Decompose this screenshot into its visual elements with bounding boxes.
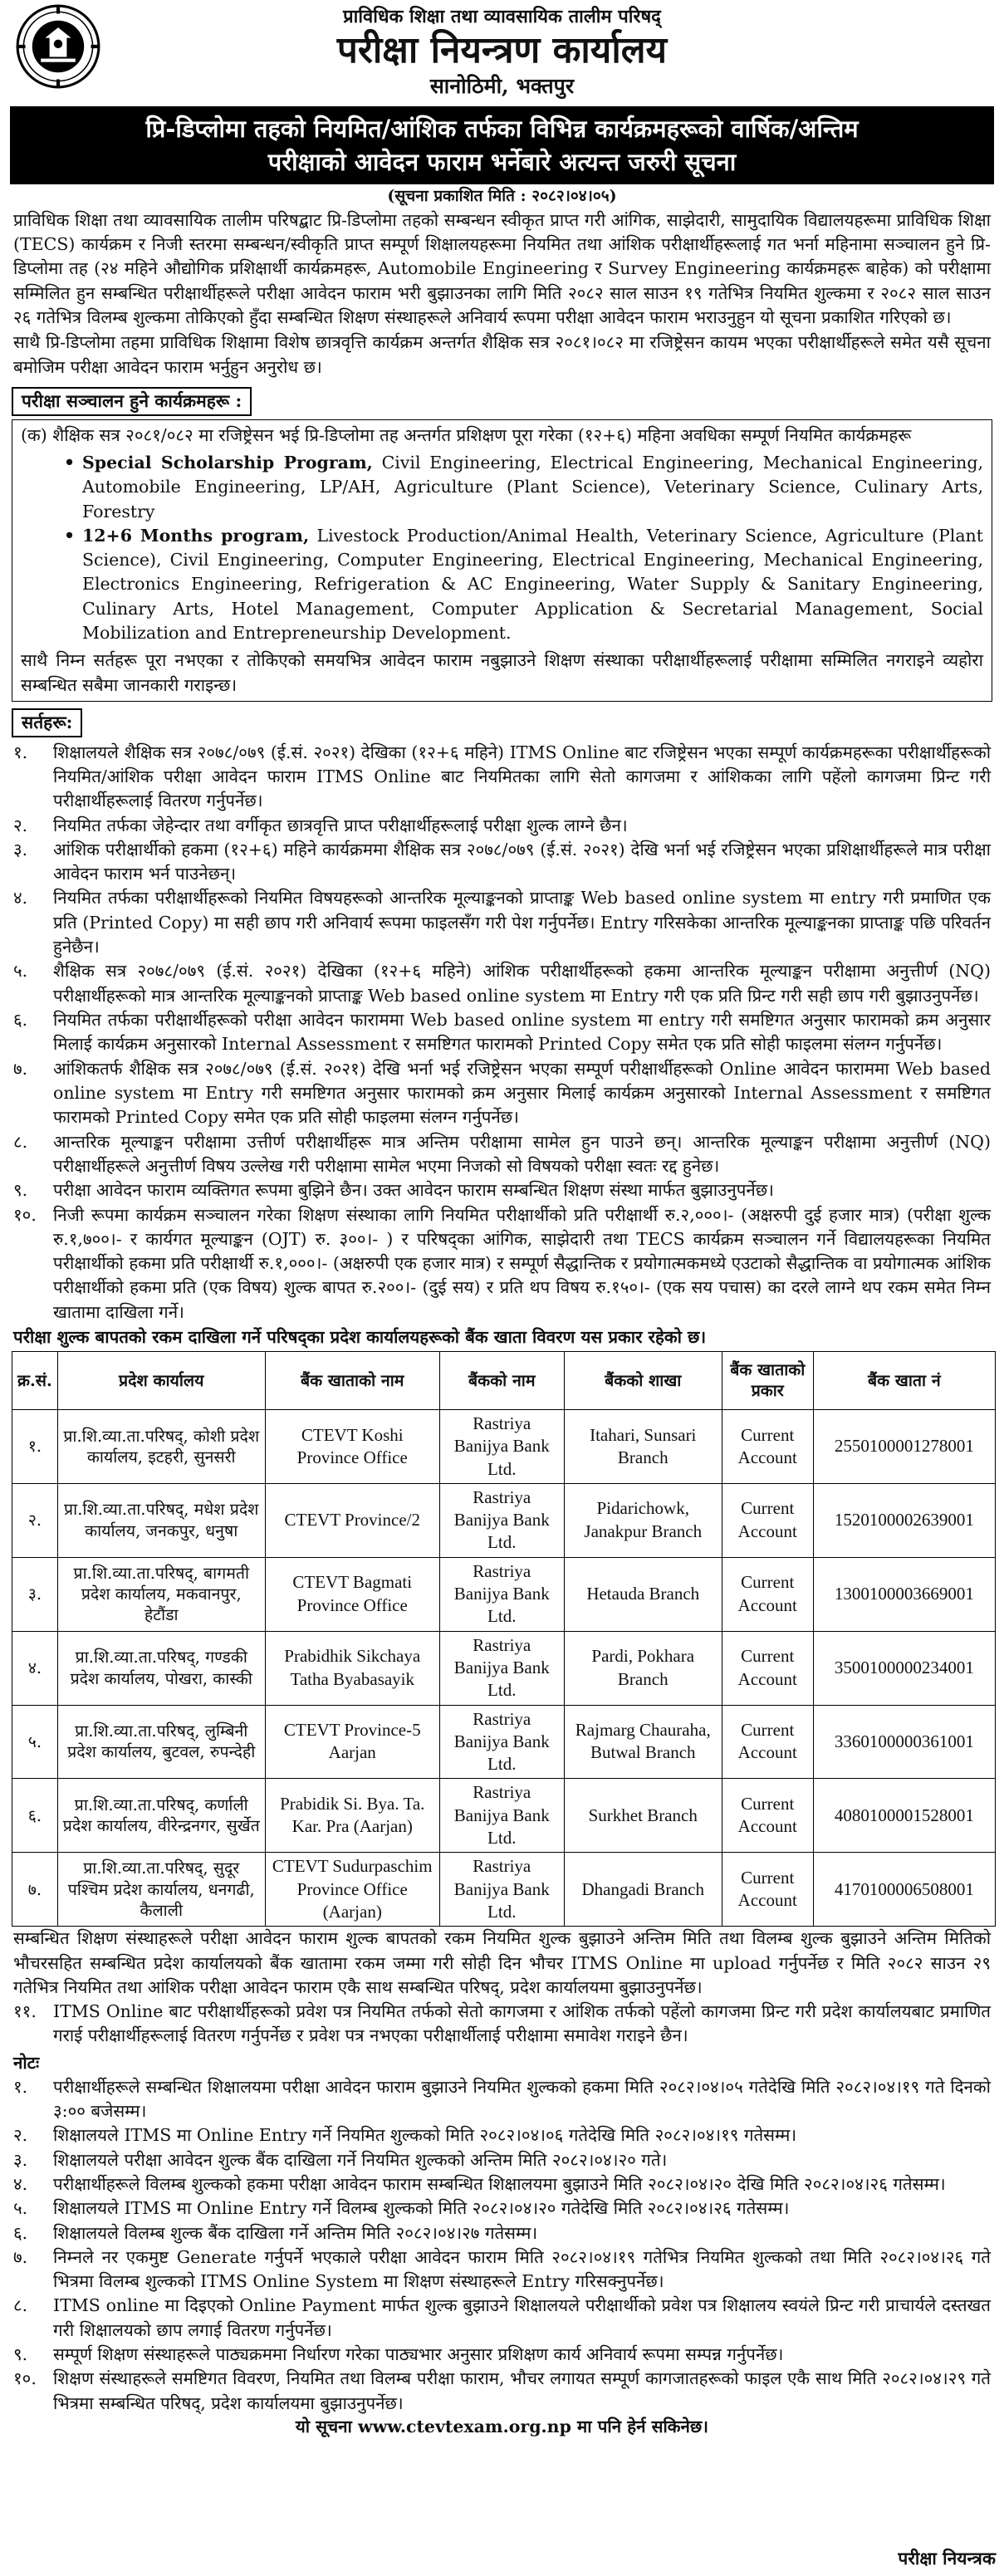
note-item [13, 2343, 991, 2367]
bank-accounts-table [12, 1351, 996, 1927]
item-number: ७. [13, 1058, 28, 1079]
item-number: १. [13, 742, 28, 762]
note-item [13, 2367, 991, 2416]
programs-intro: (क) शैक्षिक सत्र २०८१/०८२ मा रजिष्ट्रेसन भई प्रि-डिप्लोमा तह अन्तर्गत प्रशिक्षण पूरा गरेका (१२+६) महिना अवधिका सम्पूर्ण नियमित कार्यक्रमहरू [21, 424, 912, 445]
table-row [12, 1557, 996, 1631]
program-item-text: Livestock Production/Animal Health, Veterinary Science, Agriculture (Plant Science), Civil Engineering, Computer Engineering, Electrical Engineering, Mechanical Engineering, Electronics Engineering, Refrigeration & AC Engineering, Water Supply & Sanitary Engineering, Culinary Arts, Hotel Management, Computer Application & Secretarial Management, Social Mobilization and Entrepreneurship Development. [82, 525, 983, 644]
table-row [12, 1779, 996, 1853]
note-item [13, 2294, 991, 2343]
item-number: ६. [13, 2222, 28, 2243]
table-header-row [12, 1351, 996, 1409]
table-cell: Surkhet Branch [564, 1779, 722, 1853]
banner-line-1: प्रि-डिप्लोमा तहको नियमित/आंशिक तर्फका विभिन्न कार्यक्रमहरूको वार्षिक/अन्तिम [145, 115, 859, 143]
notes-heading: नोटः [13, 2052, 40, 2073]
office-name: परीक्षा नियन्त्रण कार्यालय [336, 28, 668, 71]
item-text: शिक्षालयले विलम्ब शुल्क बैंक दाखिला गर्ने अन्तिम मिति २०८२।०४।२७ गतेसम्म। [53, 2222, 538, 2243]
table-cell: Current Account [722, 1779, 813, 1853]
item-number: १. [13, 2076, 28, 2097]
table-footer-text: सम्बन्धित शिक्षण संस्थाहरूले परीक्षा आवेदन फाराम शुल्क बापतको रकम नियमित शुल्क बुझाउने अन्तिम मिति तथा विलम्ब शुल्क बुझाउने अन्तिम मितिको भौचरसहित सम्बन्धित प्रदेश कार्यालयको बैंक खातामा रकम जम्मा गरी सोही दिन भौचर ITMS Online मा upload गर्नुपर्नेछ र मिति २०८२ साउन २९ गतेभित्र नियमित तथा आंशिक परीक्षा आवेदन फाराम एकै साथ सम्बन्धित परिषद्, प्रदेश कार्यालयमा बुझाउनुपर्नेछ। [13, 1928, 991, 1997]
note-item [13, 2075, 991, 2124]
item-text: सम्पूर्ण शिक्षण संस्थाहरूले पाठ्यक्रममा निर्धारण गरेका पाठ्यभार अनुसार प्रशिक्षण कार्य अनिवार्य रूपमा सम्पन्न गर्नुपर्नेछ। [53, 2344, 784, 2365]
column-header: बैंक खाताको नाम [265, 1351, 439, 1409]
item-text: आंशिकतर्फ शैक्षिक सत्र २०७८/०७९ (ई.सं. २०२१) देखि भर्ना भई रजिष्ट्रेसन भएका सम्पूर्ण परीक्षार्थीहरूको Online आवेदन फाराममा Web based online system मा Entry गरी समष्टिगत अनुसार फारामको क्रम अनुसार मिलाई कार्यक्रम अनुसारको Internal Assessment र समष्टिगत फारामको Printed Copy समेत एक प्रति सोही फाइलमा संलग्न गर्नुपर्नेछ। [53, 1058, 991, 1128]
table-cell: Pardi, Pokhara Branch [564, 1631, 722, 1705]
table-row [12, 1483, 996, 1557]
table-cell: Dhangadi Branch [564, 1853, 722, 1927]
notice-banner [10, 106, 994, 184]
notes-list [8, 2075, 996, 2416]
item-text: नियमित तर्फका जेहेन्दार तथा वर्गीकृत छात्रवृत्ति प्राप्त परीक्षार्थीहरूलाई परीक्षा शुल्क लाग्ने छैन। [53, 815, 628, 835]
item-text: आंशिक परीक्षार्थीको हकमा (१२+६) महिने कार्यक्रममा शैक्षिक सत्र २०७८/०७९ (ई.सं. २०२१) देखि भर्ना भई रजिष्ट्रेसन भएका प्रशिक्षार्थीहरूले मात्र परीक्षा आवेदन फाराम भर्न पाउनेछन्। [53, 839, 991, 884]
table-cell: CTEVT Koshi Province Office [265, 1409, 439, 1483]
condition-item [13, 1178, 991, 1202]
condition-item [13, 2000, 991, 2049]
table-cell: १. [12, 1409, 58, 1483]
item-number: १०. [13, 1204, 37, 1225]
condition-item [13, 814, 991, 838]
table-cell: Pidarichowk, Janakpur Branch [564, 1483, 722, 1557]
item-number: ७. [13, 2246, 28, 2267]
column-header: बैंक खाताको प्रकार [722, 1351, 813, 1409]
programs-outro: साथै निम्न सर्तहरू पूरा नभएका र तोकिएको समयभित्र आवेदन फाराम नबुझाउने शिक्षण संस्थाका परीक्षार्थीहरूलाई परीक्षामा सम्मिलित नगराइने व्यहोरा सम्बन्धित सबैमा जानकारी गराइन्छ। [21, 650, 983, 695]
note-item [13, 2172, 991, 2196]
item-text: परीक्षा आवेदन फाराम व्यक्तिगत रूपमा बुझिने छैन। उक्त आवेदन फाराम सम्बन्धित शिक्षण संस्था मार्फत बुझाउनुपर्नेछ। [53, 1180, 774, 1201]
condition-item [13, 1008, 991, 1057]
table-row [12, 1705, 996, 1779]
item-number: ४. [13, 2173, 28, 2194]
table-cell: Rastriya Banijya Bank Ltd. [439, 1779, 564, 1853]
table-cell: Prabidhik Sikchaya Tatha Byabasayik [265, 1631, 439, 1705]
item-text: नियमित तर्फका परीक्षार्थीहरूको नियमित विषयहरूको आन्तरिक मूल्याङ्कनको प्राप्ताङ्क Web based online system मा entry गरी प्रमाणित एक प्रति (Printed Copy) मा सही छाप गरी अनिवार्य रूपमा फाइलसँग गरी पेश गर्नुपर्नेछ। Entry गरिसकेका आन्तरिक मूल्याङ्कनका प्राप्ताङ्क पछि परिवर्तन हुनेछैन। [53, 888, 991, 957]
item-text: आन्तरिक मूल्याङ्कन परीक्षामा उत्तीर्ण परीक्षार्थीहरू मात्र अन्तिम परीक्षामा सामेल हुन पाउने छन्। आन्तरिक मूल्याङ्कन परीक्षामा अनुत्तीर्ण (NQ) परीक्षार्थीहरूले अनुत्तीर्ण विषय उल्लेख गरी परीक्षामा सामेल भएमा निजको सो विषयको परीक्षा स्वतः रद्द हुनेछ। [53, 1131, 991, 1176]
note-item [13, 2196, 991, 2221]
program-item-head: 12+6 Months program, [82, 525, 310, 546]
item-text: ITMS online मा दिइएको Online Payment मार्फत शुल्क बुझाउने शिक्षालयले परीक्षार्थीको प्रवेश पत्र शिक्षालय स्वयंले प्रिन्ट गरी प्राचार्यले दस्तखत गरी शिक्षालयको छाप लगाई वितरण गर्नुपर्नेछ। [53, 2295, 991, 2340]
item-number: ५. [13, 2198, 28, 2219]
condition-item [13, 1203, 991, 1325]
item-number: ३. [13, 839, 28, 859]
programs-section-heading: परीक्षा सञ्चालन हुने कार्यक्रमहरू : [12, 387, 252, 416]
table-cell: प्रा.शि.व्या.ता.परिषद्, कर्णाली प्रदेश कार्यालय, वीरेन्द्रनगर, सुर्खेत [57, 1779, 265, 1853]
bank-table-title: परीक्षा शुल्क बापतको रकम दाखिला गर्ने परिषद्का प्रदेश कार्यालयहरूको बैंक खाता विवरण यस प्रकार रहेको छ। [13, 1327, 707, 1348]
table-cell: ६. [12, 1779, 58, 1853]
publish-date: (सूचना प्रकाशित मिति : २०८२।०४।०५) [387, 187, 617, 206]
column-header: बैंकको नाम [439, 1351, 564, 1409]
condition-item [13, 741, 991, 814]
conditions-list [8, 741, 996, 1325]
table-cell: Rastriya Banijya Bank Ltd. [439, 1409, 564, 1483]
item-number: ३. [13, 2149, 28, 2170]
table-cell: Current Account [722, 1409, 813, 1483]
office-address: सानोठिमी, भक्तपुर [429, 73, 575, 98]
table-cell: 3360100000361001 [813, 1705, 995, 1779]
item-number: २. [13, 815, 28, 835]
item-number: ४. [13, 888, 28, 908]
item-text: निजी रूपमा कार्यक्रम सञ्चालन गरेका शिक्षण संस्थाका लागि नियमित परीक्षार्थीको प्रति परीक्षार्थी रु.२,०००।- (अक्षरुपी दुई हजार मात्र) (परीक्षा शुल्क रु.१,७००।- र कार्यगत मूल्याङ्कन (OJT) रु. ३००।- ) र परिषद्का आंगिक, साझेदारी तथा TECS कार्यक्रम सञ्चालन गर्ने विद्यालयहरूका नियमित परीक्षार्थीको हकमा प्रति परीक्षार्थी रु.१,०००।- (अक्षरुपी एक हजार मात्र) र सम्पूर्ण सैद्धान्तिक र प्रयोगात्मकमध्ये एउटाको सैद्धान्तिक वा प्रयोगात्मक आंशिक परीक्षार्थीको हकमा प्रति (एक विषय) शुल्क बापत रु.२००।- (दुई सय) र प्रति थप विषय रु.१५०।- (एक सय पचास) का दरले लाग्ने थप रकम समेत निम्न खातामा दाखिला गर्ने। [53, 1204, 991, 1322]
table-cell: CTEVT Bagmati Province Office [265, 1557, 439, 1631]
column-header: प्रदेश कार्यालय [57, 1351, 265, 1409]
table-cell: CTEVT Sudurpaschim Province Office (Aarjan) [265, 1853, 439, 1927]
item-text: शिक्षालयले परीक्षा आवेदन शुल्क बैंक दाखिला गर्ने नियमित शुल्कको अन्तिम मिति २०८२।०४।२० गते। [53, 2149, 668, 2170]
note-item [13, 2123, 991, 2147]
item-text: शिक्षण संस्थाहरूले समष्टिगत विवरण, नियमित तथा विलम्ब परीक्षा फाराम, भौचर लगायत सम्पूर्ण कागजातहरूको फाइल एकै साथ मिति २०८२।०४।२९ गते भित्रमा सम्बन्धित परिषद्, प्रदेश कार्यालयमा बुझाउनुपर्नेछ। [53, 2368, 991, 2413]
table-cell: 2550100001278001 [813, 1409, 995, 1483]
item-text: शैक्षिक सत्र २०७८/०७९ (ई.सं. २०२१) देखिका (१२+६ महिने) आंशिक परीक्षार्थीहरूको हकमा आन्तरिक मूल्याङ्कन परीक्षामा अनुत्तीर्ण (NQ) परीक्षार्थीहरूको मात्र आन्तरिक मूल्याङ्कनको प्राप्ताङ्क Web based online system मा Entry गरी एक प्रति प्रिन्ट गरी सही छाप गरी बुझाउनुपर्नेछ। [53, 961, 991, 1006]
program-item-text: Civil Engineering, Electrical Engineering, Mechanical Engineering, Automobile Engineering, LP/AH, Agriculture (Plant Science), Veterinary Science, Culinary Arts, Forestry [82, 452, 984, 522]
signature: परीक्षा नियन्त्रक [898, 2548, 996, 2569]
table-cell: Rajmarg Chauraha, Butwal Branch [564, 1705, 722, 1779]
program-item-special-scholarship [64, 451, 983, 524]
council-name: प्राविधिक शिक्षा तथा व्यावसायिक तालीम परिषद् [343, 6, 661, 27]
table-cell: Current Account [722, 1631, 813, 1705]
table-cell: ४. [12, 1631, 58, 1705]
condition-item [13, 886, 991, 959]
programs-box [12, 419, 992, 702]
table-cell: Hetauda Branch [564, 1557, 722, 1631]
table-cell: Current Account [722, 1853, 813, 1927]
table-cell: CTEVT Province/2 [265, 1483, 439, 1557]
item-number: ५. [13, 961, 28, 982]
item-number: ६. [13, 1010, 28, 1031]
item-number: ८. [13, 2295, 28, 2316]
table-cell: Rastriya Banijya Bank Ltd. [439, 1705, 564, 1779]
item-number: १०. [13, 2368, 37, 2389]
table-cell: ७. [12, 1853, 58, 1927]
table-cell: प्रा.शि.व्या.ता.परिषद्, लुम्बिनी प्रदेश कार्यालय, बुटवल, रुपन्देही [57, 1705, 265, 1779]
table-cell: प्रा.शि.व्या.ता.परिषद्, सुदूर पश्चिम प्रदेश कार्यालय, धनगढी, कैलाली [57, 1853, 265, 1927]
table-cell: प्रा.शि.व्या.ता.परिषद्, बागमती प्रदेश कार्यालय, मकवानपुर, हेटौंडा [57, 1557, 265, 1631]
table-cell: 4170100006508001 [813, 1853, 995, 1927]
program-item-head: Special Scholarship Program, [82, 452, 373, 473]
note-item [13, 2221, 991, 2245]
item-text: शिक्षालयले शैक्षिक सत्र २०७८/०७९ (ई.सं. २०२१) देखिका (१२+६ महिने) ITMS Online बाट रजिष्ट्रेसन भएका सम्पूर्ण कार्यक्रमहरूका परीक्षार्थीहरूको नियमित/आंशिक परीक्षा आवेदन फाराम ITMS Online बाट नियमितका लागि सेतो कागजमा र आंशिकका लागि पहेंलो कागजमा प्रिन्ट गरी परीक्षार्थीहरूलाई वितरण गर्नुपर्नेछ। [53, 742, 991, 811]
item-number: ९. [13, 2344, 28, 2365]
table-cell: Itahari, Sunsari Branch [564, 1409, 722, 1483]
item-text: परीक्षार्थीहरूले विलम्ब शुल्कको हकमा परीक्षा आवेदन फाराम सम्बन्धित शिक्षालयमा बुझाउने मिति २०८२।०४।२० देखि मिति २०८२।०४।२६ गतेसम्म। [53, 2173, 946, 2194]
condition-item [13, 959, 991, 1008]
note-item [13, 2245, 991, 2294]
item-number: ११. [13, 2001, 37, 2022]
condition-item [13, 838, 991, 887]
item-number: २. [13, 2125, 28, 2146]
table-cell: प्रा.शि.व्या.ता.परिषद्, मधेश प्रदेश कार्यालय, जनकपुर, धनुषा [57, 1483, 265, 1557]
programs-list [64, 451, 983, 646]
table-cell: 3500100000234001 [813, 1631, 995, 1705]
note-item [13, 2148, 991, 2172]
table-cell: Prabidik Si. Bya. Ta. Kar. Pra (Aarjan) [265, 1779, 439, 1853]
column-header: क्र.सं. [12, 1351, 58, 1409]
condition-item [13, 1057, 991, 1130]
table-cell: Rastriya Banijya Bank Ltd. [439, 1483, 564, 1557]
table-cell: प्रा.शि.व्या.ता.परिषद्, गण्डकी प्रदेश कार्यालय, पोखरा, कास्की [57, 1631, 265, 1705]
table-cell: Current Account [722, 1557, 813, 1631]
ctevt-emblem-icon [15, 3, 101, 90]
item-text: नियमित तर्फका परीक्षार्थीहरूको परीक्षा आवेदन फाराममा Web based online system मा entry गरी समष्टिगत अनुसार फारामको क्रम अनुसार मिलाई कार्यक्रम अनुसारको Internal Assessment र समष्टिगत फारामको Printed Copy समेत एक प्रति सोही फाइलमा संलग्न गर्नुपर्नेछ। [53, 1010, 991, 1055]
item-number: ८. [13, 1131, 28, 1152]
table-row [12, 1853, 996, 1927]
item-text: शिक्षालयले ITMS मा Online Entry गर्ने नियमित शुल्कको मिति २०८२।०४।०६ गतेदेखि मिति २०८२।०४।१९ गतेसम्म। [53, 2125, 797, 2146]
table-row [12, 1631, 996, 1705]
table-cell: २. [12, 1483, 58, 1557]
table-cell: ३. [12, 1557, 58, 1631]
item-text: ITMS Online बाट परीक्षार्थीहरूको प्रवेश पत्र नियमित तर्फको सेतो कागजमा र आंशिक तर्फको पहेंलो कागजमा प्रिन्ट गरी प्रदेश कार्यालयबाट प्रमाणित गराई परीक्षार्थीहरूलाई वितरण गर्नुपर्नेछ र प्रवेश पत्र नभएका परीक्षार्थीलाई परीक्षामा समावेश गराइने छैन। [53, 2001, 991, 2046]
table-cell: 1300100003669001 [813, 1557, 995, 1631]
intro-paragraph-2: साथै प्रि-डिप्लोमा तहमा प्राविधिक शिक्षामा विशेष छात्रवृत्ति कार्यक्रम अन्तर्गत शैक्षिक सत्र २०८१।०८२ मा रजिष्ट्रेसन कायम भएका परीक्षार्थीहरूले समेत यसै सूचना बमोजिम परीक्षा आवेदन फाराम भर्नुहुन अनुरोध छ। [13, 332, 991, 377]
table-cell: 1520100002639001 [813, 1483, 995, 1557]
table-cell: Rastriya Banijya Bank Ltd. [439, 1853, 564, 1927]
table-cell: Current Account [722, 1483, 813, 1557]
column-header: बैंकको शाखा [564, 1351, 722, 1409]
header [8, 0, 996, 106]
column-header: बैंक खाता नं [813, 1351, 995, 1409]
table-cell: Rastriya Banijya Bank Ltd. [439, 1631, 564, 1705]
table-cell: ५. [12, 1705, 58, 1779]
banner-line-2: परीक्षाको आवेदन फाराम भर्नेबारे अत्यन्त जरुरी सूचना [267, 148, 737, 177]
table-cell: CTEVT Province-5 Aarjan [265, 1705, 439, 1779]
table-cell: Rastriya Banijya Bank Ltd. [439, 1557, 564, 1631]
item-text: परीक्षार्थीहरूले सम्बन्धित शिक्षालयमा परीक्षा आवेदन फाराम बुझाउने नियमित शुल्कको हकमा मिति २०८२।०४।०५ गतेदेखि मिति २०८२।०४।१९ गते दिनको ३:०० बजेसम्म। [53, 2076, 991, 2121]
table-cell: 4080100001528001 [813, 1779, 995, 1853]
condition-item [13, 1130, 991, 1179]
table-row [12, 1409, 996, 1483]
item-number: ९. [13, 1180, 28, 1201]
item-text: निम्नले नर एकमुष्ट Generate गर्नुपर्ने भएकाले परीक्षा आवेदन फाराम मिति २०८२।०४।१९ गतेभित्र नियमित शुल्कको तथा मिति २०८२।०४।२६ गते भित्रमा विलम्ब शुल्कको ITMS Online System मा शिक्षण संस्थाहरूले Entry गरिसक्नुपर्नेछ। [53, 2246, 991, 2292]
intro-paragraph-1: प्राविधिक शिक्षा तथा व्यावसायिक तालीम परिषद्बाट प्रि-डिप्लोमा तहको सम्बन्धन स्वीकृत प्राप्त गरी आंगिक, साझेदारी, सामुदायिक विद्यालयहरूमा प्राविधिक शिक्षा (TECS) कार्यक्रम र निजी स्तरमा सम्बन्धन/स्वीकृति प्राप्त सम्पूर्ण शिक्षालयहरूमा नियमित तथा आंशिक परीक्षार्थीहरूलाई गत भर्ना महिनामा सञ्चालन हुने प्रि-डिप्लोमा तह (२४ महिने औद्योगिक प्रशिक्षार्थी कार्यक्रमहरू, Automobile Engineering र Survey Engineering कार्यक्रमहरू बाहेक) को परीक्षामा सम्मिलित हुन सम्बन्धित परीक्षार्थीहरूले परीक्षा आवेदन फाराम भरी बुझाउनका लागि मिति २०८२ साल साउन १९ गतेभित्र नियमित शुल्कमा र २०८२ साल साउन २६ गतेभित्र विलम्ब शुल्कमा तोकिएको हुँदा सम्बन्धित शिक्षण संस्थाहरूले अनिवार्य रूपमा परीक्षा आवेदन फाराम भराउनुहुन यो सूचना प्रकाशित गरिएको छ। [13, 209, 991, 328]
website-line: यो सूचना www.ctevtexam.org.np मा पनि हेर्न सकिनेछ। [295, 2417, 709, 2436]
table-cell: प्रा.शि.व्या.ता.परिषद्, कोशी प्रदेश कार्यालय, इटहरी, सुनसरी [57, 1409, 265, 1483]
conditions-section-heading: सर्तहरू: [12, 708, 82, 737]
table-cell: Current Account [722, 1705, 813, 1779]
program-item-12-6-months [64, 524, 983, 646]
item-text: शिक्षालयले ITMS मा Online Entry गर्ने विलम्ब शुल्कको मिति २०८२।०४।२० गतेदेखि मिति २०८२।०४।२६ गतेसम्म। [53, 2198, 790, 2219]
